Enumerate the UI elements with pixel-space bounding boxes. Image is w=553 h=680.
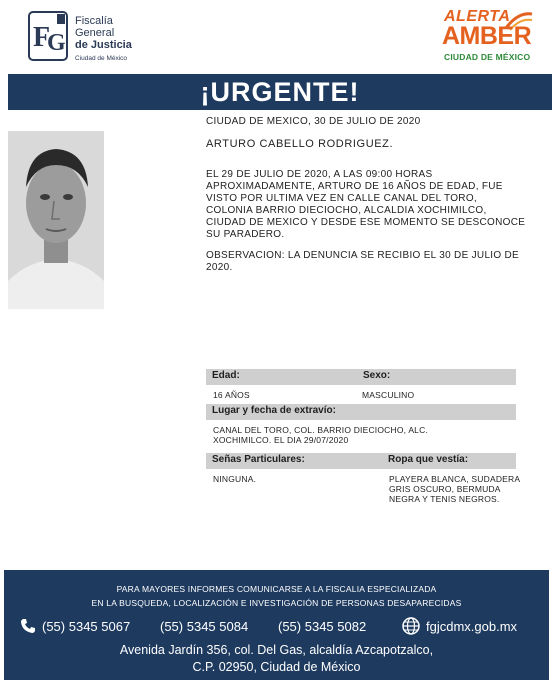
sex-label: Sexo: xyxy=(357,369,516,385)
report-date: CIUDAD DE MEXICO, 30 DE JULIO DE 2020 xyxy=(206,116,421,127)
clothes-value-1: PLAYERA BLANCA, SUDADERA xyxy=(389,474,521,484)
clothes-value-3: NEGRA Y TENIS NEGROS. xyxy=(389,494,500,504)
age-label: Edad: xyxy=(206,369,366,385)
fgj-logo-icon xyxy=(27,10,69,62)
urgent-banner: ¡URGENTE! xyxy=(8,74,552,110)
amber-word-1: ALERTA xyxy=(444,8,511,25)
info-line-1: PARA MAYORES INFORMES COMUNICARSE A LA FISCALIA ESPECIALIZADA xyxy=(116,584,437,594)
place-label: Lugar y fecha de extravío: xyxy=(206,404,516,420)
amber-word-3: CIUDAD DE MÉXICO xyxy=(444,52,531,62)
phone-1[interactable]: (55) 5345 5067 xyxy=(42,619,131,634)
case-observation: OBSERVACION: LA DENUNCIA SE RECIBIO EL 30 DE JULIO DE 2020. xyxy=(206,250,520,273)
phone-icon xyxy=(20,618,36,634)
place-value-2: XOCHIMILCO. EL DIA 29/07/2020 xyxy=(213,435,349,445)
marks-label: Señas Particulares: xyxy=(206,453,382,469)
amber-word-2: AMBER xyxy=(442,22,532,50)
place-value-1: CANAL DEL TORO, COL. BARRIO DIECIOCHO, ALC. xyxy=(213,425,429,435)
clothes-value-2: GRIS OSCURO, BERMUDA xyxy=(389,484,501,494)
org-line-1: Fiscalía xyxy=(75,15,113,27)
phone-2[interactable]: (55) 5345 5084 xyxy=(160,619,249,634)
person-name: ARTURO CABELLO RODRIGUEZ. xyxy=(206,138,394,150)
org-line-2: General xyxy=(75,27,115,39)
org-line-4: Ciudad de México xyxy=(75,55,128,62)
contact-footer xyxy=(4,570,549,680)
org-line-3: de Justicia xyxy=(75,39,132,51)
org-name xyxy=(75,15,132,65)
age-value: 16 AÑOS xyxy=(213,390,250,400)
alerta-amber-logo xyxy=(440,8,536,66)
globe-icon xyxy=(402,617,420,635)
phone-3[interactable]: (55) 5345 5082 xyxy=(278,619,367,634)
address-line-1: Avenida Jardín 356, col. Del Gas, alcaldía Azcapotzalco, xyxy=(119,643,434,657)
marks-value: NINGUNA. xyxy=(213,474,257,484)
case-description: EL 29 DE JULIO DE 2020, A LAS 09:00 HORAS APROXIMADAMENTE, ARTURO DE 16 AÑOS DE EDAD, FUE VISTO POR ULTIMA VEZ EN CALLE CANAL DEL TORO, COLONIA BARRIO DIECIOCHO, ALCALDIA XOCHIMILCO, CIUDAD DE MEXICO Y DESDE ESE MOMENTO SE DESCONOCE SU PARADERO. xyxy=(206,169,526,240)
info-line-2: EN LA BUSQUEDA, LOCALIZACIÓN E INVESTIGACIÓN DE PERSONAS DESAPARECIDAS xyxy=(91,598,462,608)
svg-text:G: G xyxy=(47,30,66,56)
missing-person-photo xyxy=(8,131,104,309)
website-link[interactable]: fgjcdmx.gob.mx xyxy=(426,619,518,634)
clothes-label: Ropa que vestía: xyxy=(382,453,516,469)
svg-text:F: F xyxy=(33,22,51,53)
sex-value: MASCULINO xyxy=(362,390,415,400)
address-line-2: C.P. 02950, Ciudad de México xyxy=(192,660,361,674)
